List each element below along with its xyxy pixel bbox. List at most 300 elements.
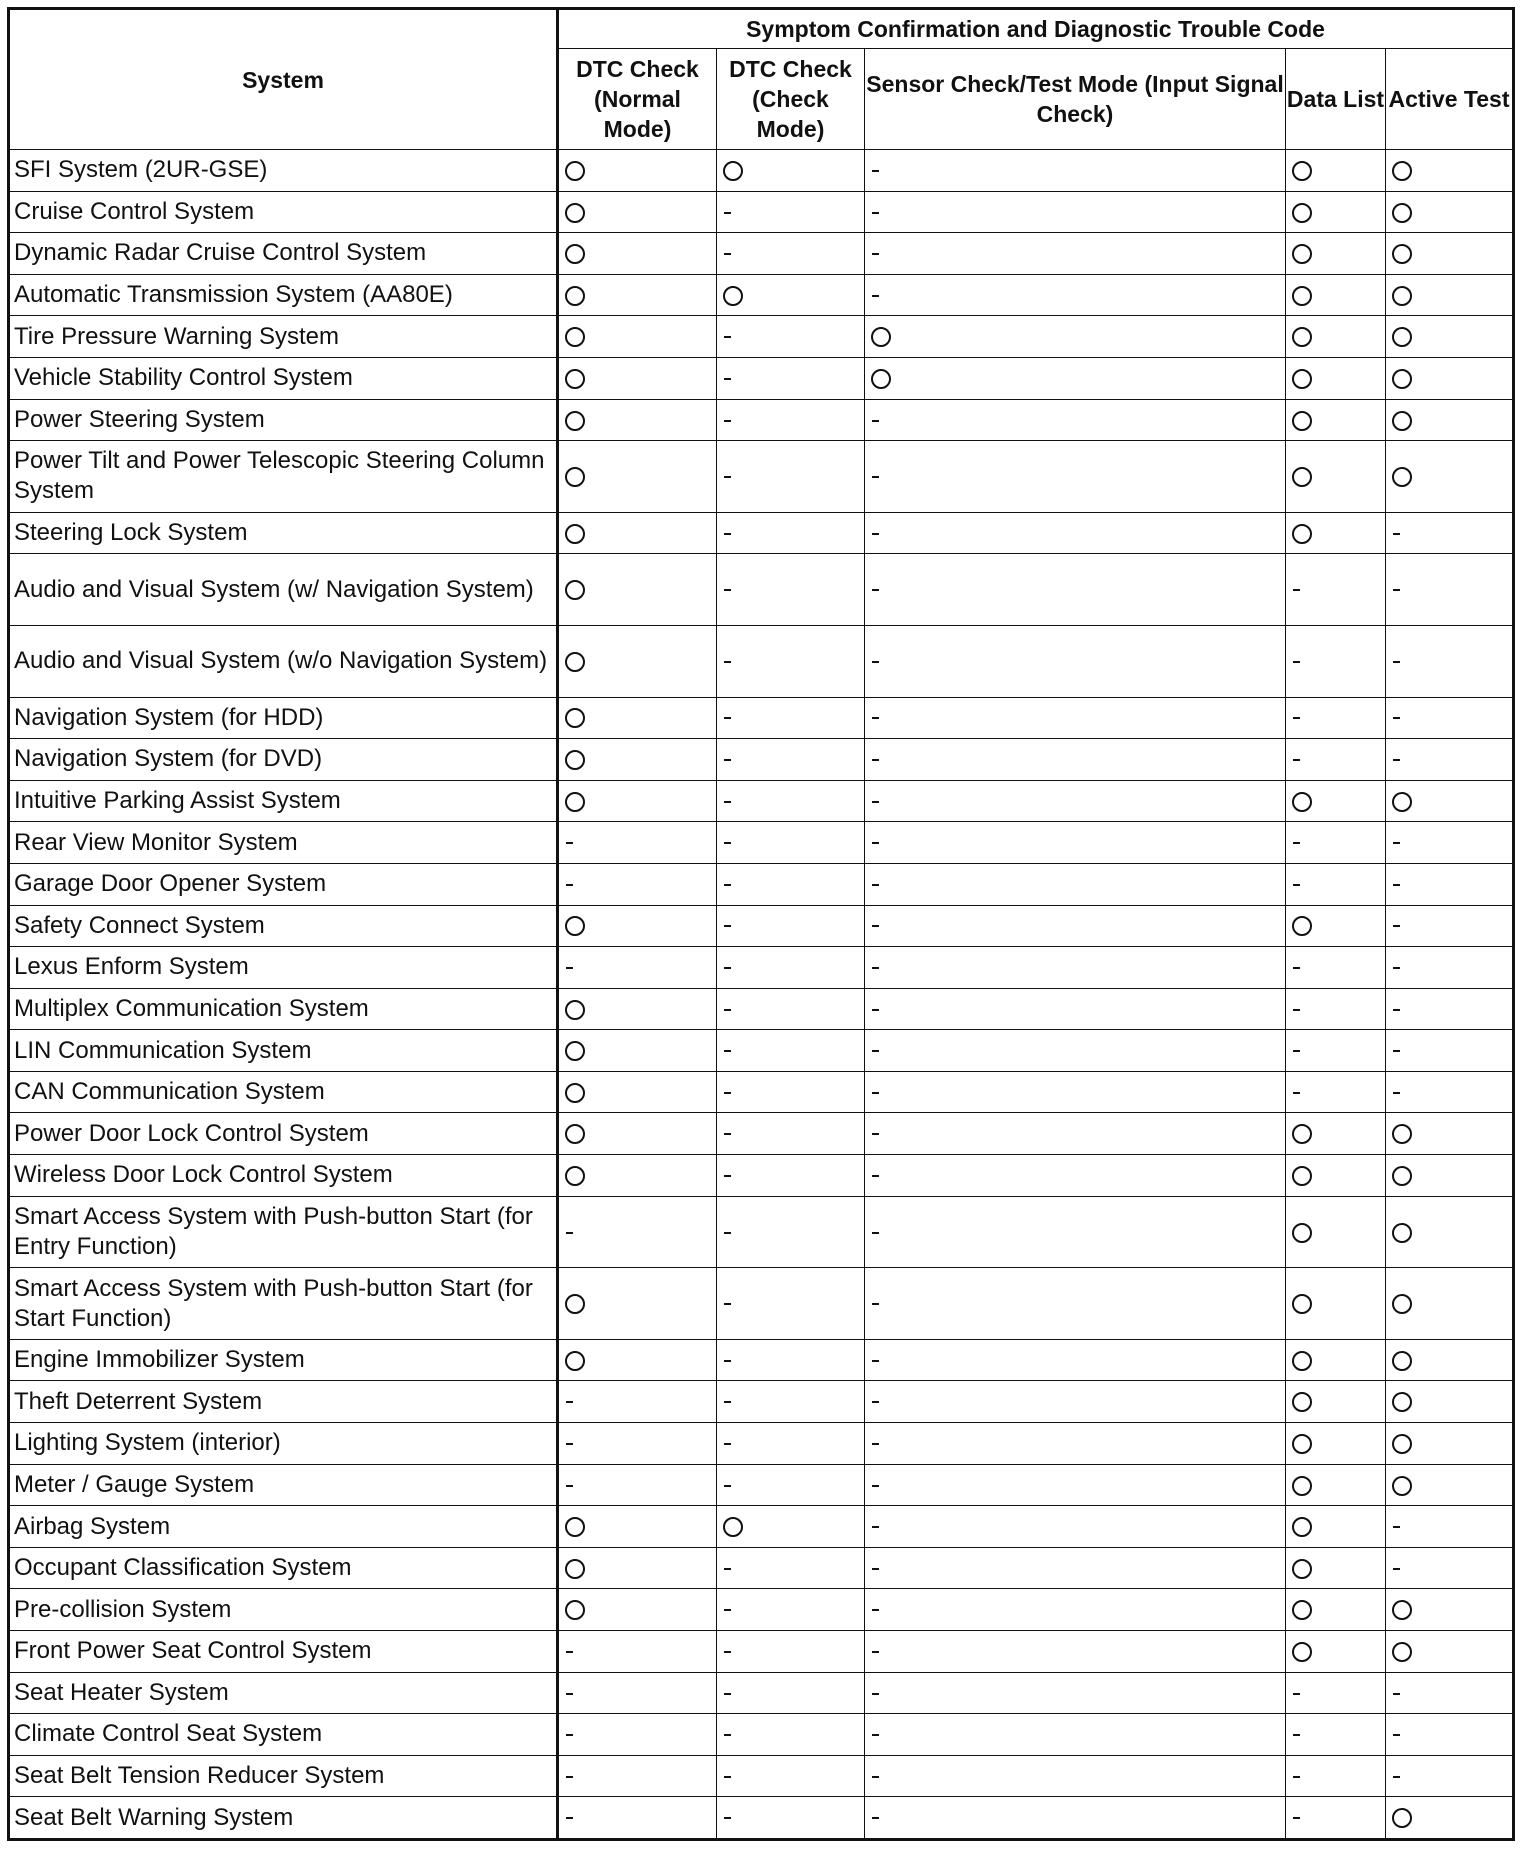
system-name-cell: Vehicle Stability Control System <box>9 357 558 399</box>
system-name-cell: Seat Heater System <box>9 1672 558 1714</box>
status-cell <box>1286 697 1386 739</box>
status-cell <box>558 697 717 739</box>
status-cell <box>1286 1631 1386 1673</box>
status-cell <box>1386 512 1514 554</box>
table-row <box>9 1423 1514 1465</box>
status-cell <box>865 1196 1286 1268</box>
supported-circle-icon <box>1392 203 1412 223</box>
not-supported-dash-icon <box>724 378 731 380</box>
not-supported-dash-icon <box>1393 533 1400 535</box>
table-row <box>9 697 1514 739</box>
status-cell <box>1286 399 1386 441</box>
not-supported-dash-icon <box>724 1817 731 1819</box>
not-supported-dash-icon <box>566 1817 573 1819</box>
supported-circle-icon <box>1392 161 1412 181</box>
status-cell <box>717 399 865 441</box>
status-cell <box>558 399 717 441</box>
status-cell <box>717 1381 865 1423</box>
status-cell <box>558 1339 717 1381</box>
status-cell <box>1286 780 1386 822</box>
status-cell <box>717 191 865 233</box>
not-supported-dash-icon <box>872 1817 879 1819</box>
status-cell <box>1386 1506 1514 1548</box>
status-cell <box>1386 1196 1514 1268</box>
status-cell <box>717 780 865 822</box>
supported-circle-icon <box>565 467 585 487</box>
not-supported-dash-icon <box>1293 1009 1300 1011</box>
status-cell <box>1386 357 1514 399</box>
status-cell <box>1286 1589 1386 1631</box>
system-name-cell: Climate Control Seat System <box>9 1714 558 1756</box>
status-cell <box>1386 1071 1514 1113</box>
system-name-cell: Smart Access System with Push-button Start (for Entry Function) <box>9 1196 558 1268</box>
status-cell <box>1386 947 1514 989</box>
status-cell <box>717 697 865 739</box>
not-supported-dash-icon <box>724 967 731 969</box>
status-cell <box>1286 1755 1386 1797</box>
supported-circle-icon <box>1292 1559 1312 1579</box>
supported-circle-icon <box>1292 1600 1312 1620</box>
status-cell <box>558 1589 717 1631</box>
status-cell <box>1286 441 1386 513</box>
status-cell <box>1386 1464 1514 1506</box>
status-cell <box>558 1797 717 1840</box>
status-cell <box>717 1071 865 1113</box>
status-cell <box>1386 554 1514 626</box>
status-cell <box>717 739 865 781</box>
table-row <box>9 1755 1514 1797</box>
status-cell <box>1286 554 1386 626</box>
status-cell <box>558 191 717 233</box>
table-row <box>9 233 1514 275</box>
status-cell <box>558 739 717 781</box>
not-supported-dash-icon <box>724 1651 731 1653</box>
system-name-cell: Lighting System (interior) <box>9 1423 558 1465</box>
not-supported-dash-icon <box>724 589 731 591</box>
status-cell <box>558 441 717 513</box>
status-cell <box>1286 1381 1386 1423</box>
supported-circle-icon <box>1292 1124 1312 1144</box>
not-supported-dash-icon <box>1393 1050 1400 1052</box>
dtc-check-normal-mode-header: DTC Check (Normal Mode) <box>558 49 717 150</box>
supported-circle-icon <box>565 1351 585 1371</box>
not-supported-dash-icon <box>872 533 879 535</box>
status-cell <box>1386 625 1514 697</box>
table-row <box>9 512 1514 554</box>
status-cell <box>558 905 717 947</box>
not-supported-dash-icon <box>872 1443 879 1445</box>
status-cell <box>865 1071 1286 1113</box>
not-supported-dash-icon <box>724 1303 731 1305</box>
not-supported-dash-icon <box>872 1651 879 1653</box>
not-supported-dash-icon <box>724 1092 731 1094</box>
not-supported-dash-icon <box>872 476 879 478</box>
table-row <box>9 625 1514 697</box>
supported-circle-icon <box>565 524 585 544</box>
status-cell <box>717 1268 865 1340</box>
not-supported-dash-icon <box>1393 1776 1400 1778</box>
status-cell <box>1386 150 1514 192</box>
not-supported-dash-icon <box>872 967 879 969</box>
supported-circle-icon <box>1392 792 1412 812</box>
status-cell <box>865 1155 1286 1197</box>
system-name-cell: Smart Access System with Push-button Start (for Start Function) <box>9 1268 558 1340</box>
status-cell <box>717 1755 865 1797</box>
table-row <box>9 863 1514 905</box>
supported-circle-icon <box>565 1000 585 1020</box>
status-cell <box>558 1071 717 1113</box>
status-cell <box>865 1672 1286 1714</box>
status-cell <box>865 780 1286 822</box>
supported-circle-icon <box>1392 244 1412 264</box>
status-cell <box>558 274 717 316</box>
table-row <box>9 150 1514 192</box>
status-cell <box>1286 1506 1386 1548</box>
not-supported-dash-icon <box>1293 589 1300 591</box>
supported-circle-icon <box>723 286 743 306</box>
system-name-cell: CAN Communication System <box>9 1071 558 1113</box>
table-row <box>9 947 1514 989</box>
supported-circle-icon <box>565 1294 585 1314</box>
status-cell <box>717 1547 865 1589</box>
supported-circle-icon <box>565 1600 585 1620</box>
not-supported-dash-icon <box>872 295 879 297</box>
supported-circle-icon <box>1392 467 1412 487</box>
not-supported-dash-icon <box>566 884 573 886</box>
status-cell <box>865 1547 1286 1589</box>
status-cell <box>1386 399 1514 441</box>
not-supported-dash-icon <box>724 1693 731 1695</box>
not-supported-dash-icon <box>724 1485 731 1487</box>
status-cell <box>717 512 865 554</box>
status-cell <box>717 441 865 513</box>
not-supported-dash-icon <box>1393 925 1400 927</box>
status-cell <box>1386 822 1514 864</box>
not-supported-dash-icon <box>724 476 731 478</box>
not-supported-dash-icon <box>1293 1050 1300 1052</box>
supported-circle-icon <box>1392 1600 1412 1620</box>
status-cell <box>865 1589 1286 1631</box>
not-supported-dash-icon <box>566 1734 573 1736</box>
not-supported-dash-icon <box>872 1401 879 1403</box>
status-cell <box>558 357 717 399</box>
status-cell <box>717 1589 865 1631</box>
supported-circle-icon <box>1392 1434 1412 1454</box>
supported-circle-icon <box>1292 1642 1312 1662</box>
status-cell <box>558 150 717 192</box>
supported-circle-icon <box>565 244 585 264</box>
system-name-cell: Pre-collision System <box>9 1589 558 1631</box>
supported-circle-icon <box>1292 1223 1312 1243</box>
supported-circle-icon <box>565 652 585 672</box>
status-cell <box>1386 1714 1514 1756</box>
not-supported-dash-icon <box>872 589 879 591</box>
status-cell <box>1386 274 1514 316</box>
not-supported-dash-icon <box>1393 1526 1400 1528</box>
status-cell <box>865 739 1286 781</box>
table-row <box>9 554 1514 626</box>
not-supported-dash-icon <box>872 1526 879 1528</box>
table-row <box>9 1113 1514 1155</box>
status-cell <box>717 1714 865 1756</box>
status-cell <box>865 988 1286 1030</box>
not-supported-dash-icon <box>872 717 879 719</box>
not-supported-dash-icon <box>1293 717 1300 719</box>
table-row <box>9 1030 1514 1072</box>
status-cell <box>1286 1464 1386 1506</box>
table-row <box>9 1714 1514 1756</box>
supported-circle-icon <box>1292 1166 1312 1186</box>
status-cell <box>1286 274 1386 316</box>
not-supported-dash-icon <box>724 1232 731 1234</box>
table-row <box>9 399 1514 441</box>
status-cell <box>717 625 865 697</box>
not-supported-dash-icon <box>872 420 879 422</box>
not-supported-dash-icon <box>1393 1009 1400 1011</box>
status-cell <box>865 191 1286 233</box>
status-cell <box>717 905 865 947</box>
table-row <box>9 1196 1514 1268</box>
supported-circle-icon <box>565 1083 585 1103</box>
status-cell <box>1286 1547 1386 1589</box>
not-supported-dash-icon <box>872 212 879 214</box>
not-supported-dash-icon <box>1393 884 1400 886</box>
status-cell <box>1386 1030 1514 1072</box>
status-cell <box>717 1113 865 1155</box>
not-supported-dash-icon <box>724 717 731 719</box>
status-cell <box>865 1423 1286 1465</box>
supported-circle-icon <box>1392 1476 1412 1496</box>
status-cell <box>1386 316 1514 358</box>
supported-circle-icon <box>1292 327 1312 347</box>
status-cell <box>717 554 865 626</box>
status-cell <box>558 1155 717 1197</box>
system-name-cell: Steering Lock System <box>9 512 558 554</box>
supported-circle-icon <box>1392 1294 1412 1314</box>
table-row <box>9 1464 1514 1506</box>
not-supported-dash-icon <box>724 925 731 927</box>
diagnostic-table-sheet <box>7 7 1512 1841</box>
supported-circle-icon <box>1292 524 1312 544</box>
status-cell <box>558 512 717 554</box>
not-supported-dash-icon <box>872 1133 879 1135</box>
not-supported-dash-icon <box>566 1651 573 1653</box>
not-supported-dash-icon <box>724 253 731 255</box>
table-row <box>9 1797 1514 1840</box>
status-cell <box>865 1506 1286 1548</box>
supported-circle-icon <box>1292 244 1312 264</box>
status-cell <box>558 1030 717 1072</box>
not-supported-dash-icon <box>1293 759 1300 761</box>
not-supported-dash-icon <box>1393 842 1400 844</box>
table-row <box>9 274 1514 316</box>
not-supported-dash-icon <box>872 801 879 803</box>
supported-circle-icon <box>1292 203 1312 223</box>
table-row <box>9 780 1514 822</box>
status-cell <box>558 1268 717 1340</box>
not-supported-dash-icon <box>724 1401 731 1403</box>
system-name-cell: Multiplex Communication System <box>9 988 558 1030</box>
supported-circle-icon <box>565 1041 585 1061</box>
supported-circle-icon <box>565 708 585 728</box>
table-row <box>9 316 1514 358</box>
status-cell <box>865 1714 1286 1756</box>
not-supported-dash-icon <box>1293 1693 1300 1695</box>
status-cell <box>558 316 717 358</box>
active-test-header: Active Test <box>1386 49 1514 150</box>
status-cell <box>717 1464 865 1506</box>
supported-circle-icon <box>1292 1517 1312 1537</box>
not-supported-dash-icon <box>566 1485 573 1487</box>
not-supported-dash-icon <box>724 1009 731 1011</box>
table-row <box>9 1506 1514 1548</box>
not-supported-dash-icon <box>566 842 573 844</box>
supported-circle-icon <box>1292 369 1312 389</box>
system-name-cell: LIN Communication System <box>9 1030 558 1072</box>
status-cell <box>717 947 865 989</box>
not-supported-dash-icon <box>724 884 731 886</box>
not-supported-dash-icon <box>566 1443 573 1445</box>
not-supported-dash-icon <box>724 1360 731 1362</box>
status-cell <box>1386 697 1514 739</box>
status-cell <box>1386 1547 1514 1589</box>
system-name-cell: Front Power Seat Control System <box>9 1631 558 1673</box>
not-supported-dash-icon <box>724 801 731 803</box>
supported-circle-icon <box>565 1517 585 1537</box>
status-cell <box>1386 1755 1514 1797</box>
dtc-check-check-mode-header: DTC Check (Check Mode) <box>717 49 865 150</box>
status-cell <box>717 1155 865 1197</box>
status-cell <box>1286 1714 1386 1756</box>
status-cell <box>865 357 1286 399</box>
supported-circle-icon <box>565 580 585 600</box>
status-cell <box>1386 780 1514 822</box>
supported-circle-icon <box>1292 286 1312 306</box>
table-row <box>9 191 1514 233</box>
status-cell <box>1386 988 1514 1030</box>
system-name-cell: Wireless Door Lock Control System <box>9 1155 558 1197</box>
status-cell <box>558 1506 717 1548</box>
system-column-header: System <box>9 9 558 150</box>
status-cell <box>1286 233 1386 275</box>
status-cell <box>1386 441 1514 513</box>
status-cell <box>717 1030 865 1072</box>
not-supported-dash-icon <box>724 759 731 761</box>
table-body <box>9 150 1514 1840</box>
not-supported-dash-icon <box>872 1360 879 1362</box>
supported-circle-icon <box>723 161 743 181</box>
status-cell <box>1286 1423 1386 1465</box>
not-supported-dash-icon <box>1393 967 1400 969</box>
status-cell <box>717 1196 865 1268</box>
table-row <box>9 739 1514 781</box>
not-supported-dash-icon <box>566 967 573 969</box>
status-cell <box>717 357 865 399</box>
not-supported-dash-icon <box>566 1232 573 1234</box>
system-name-cell: Seat Belt Warning System <box>9 1797 558 1840</box>
status-cell <box>1386 191 1514 233</box>
not-supported-dash-icon <box>872 842 879 844</box>
not-supported-dash-icon <box>724 420 731 422</box>
not-supported-dash-icon <box>872 1175 879 1177</box>
status-cell <box>865 399 1286 441</box>
status-cell <box>1386 1268 1514 1340</box>
system-name-cell: Cruise Control System <box>9 191 558 233</box>
system-name-cell: Safety Connect System <box>9 905 558 947</box>
status-cell <box>1286 1071 1386 1113</box>
status-cell <box>558 1113 717 1155</box>
header-row-group <box>9 9 1514 49</box>
status-cell <box>865 441 1286 513</box>
supported-circle-icon <box>565 203 585 223</box>
status-cell <box>1386 233 1514 275</box>
status-cell <box>1286 1155 1386 1197</box>
symptom-dtc-group-header: Symptom Confirmation and Diagnostic Trouble Code <box>558 9 1514 49</box>
not-supported-dash-icon <box>872 1693 879 1695</box>
system-name-cell: Audio and Visual System (w/ Navigation System) <box>9 554 558 626</box>
system-name-cell: Seat Belt Tension Reducer System <box>9 1755 558 1797</box>
not-supported-dash-icon <box>1293 967 1300 969</box>
status-cell <box>865 554 1286 626</box>
not-supported-dash-icon <box>1393 589 1400 591</box>
status-cell <box>1286 150 1386 192</box>
status-cell <box>1286 1339 1386 1381</box>
table-row <box>9 1589 1514 1631</box>
system-name-cell: Meter / Gauge System <box>9 1464 558 1506</box>
system-name-cell: SFI System (2UR-GSE) <box>9 150 558 192</box>
not-supported-dash-icon <box>872 1050 879 1052</box>
system-name-cell: Engine Immobilizer System <box>9 1339 558 1381</box>
status-cell <box>1386 1113 1514 1155</box>
status-cell <box>558 554 717 626</box>
status-cell <box>558 822 717 864</box>
supported-circle-icon <box>1292 161 1312 181</box>
not-supported-dash-icon <box>1393 1693 1400 1695</box>
not-supported-dash-icon <box>724 212 731 214</box>
status-cell <box>865 1631 1286 1673</box>
not-supported-dash-icon <box>1393 1092 1400 1094</box>
status-cell <box>717 863 865 905</box>
not-supported-dash-icon <box>872 1303 879 1305</box>
status-cell <box>558 625 717 697</box>
status-cell <box>1286 1113 1386 1155</box>
supported-circle-icon <box>1392 1124 1412 1144</box>
not-supported-dash-icon <box>724 533 731 535</box>
supported-circle-icon <box>871 327 891 347</box>
supported-circle-icon <box>1392 286 1412 306</box>
status-cell <box>865 150 1286 192</box>
system-name-cell: Garage Door Opener System <box>9 863 558 905</box>
not-supported-dash-icon <box>1393 661 1400 663</box>
not-supported-dash-icon <box>1393 1568 1400 1570</box>
status-cell <box>865 905 1286 947</box>
status-cell <box>717 1797 865 1840</box>
not-supported-dash-icon <box>724 1734 731 1736</box>
status-cell <box>1286 739 1386 781</box>
status-cell <box>865 1381 1286 1423</box>
status-cell <box>1286 947 1386 989</box>
table-row <box>9 441 1514 513</box>
supported-circle-icon <box>565 916 585 936</box>
not-supported-dash-icon <box>566 1693 573 1695</box>
status-cell <box>1386 739 1514 781</box>
status-cell <box>558 1672 717 1714</box>
supported-circle-icon <box>1392 1392 1412 1412</box>
table-row <box>9 905 1514 947</box>
table-row <box>9 1631 1514 1673</box>
status-cell <box>1286 1672 1386 1714</box>
not-supported-dash-icon <box>1393 1734 1400 1736</box>
